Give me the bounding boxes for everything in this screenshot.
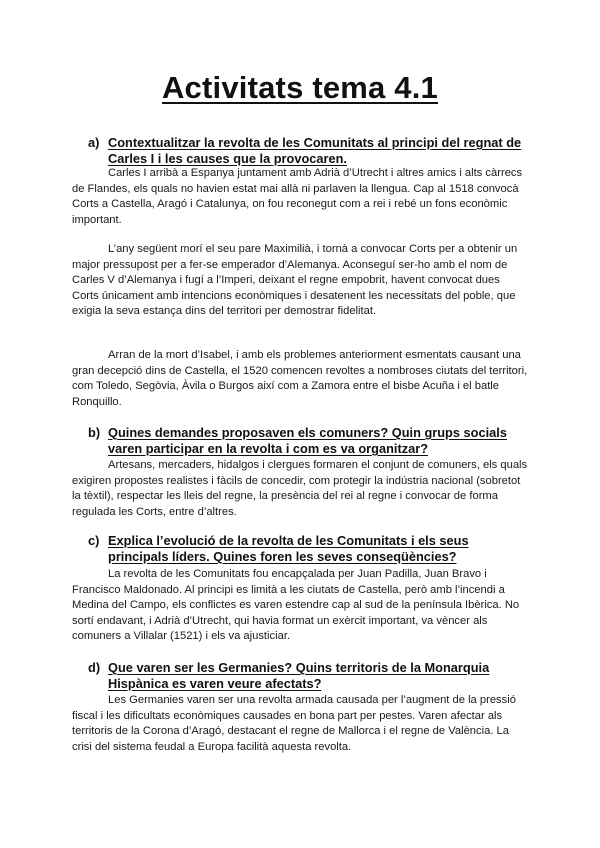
answer-a-paragraph-2-text: L’any següent morí el seu pare Maximilià, i tornà a convocar Corts per a obtenir un major pressupost per a fer-se emperador d’Alemanya. Aconseguí ser-ho amb el nom de Carles V d’Alemanya i fugí a l’Imperi, deixant el regne empobrit, havent convocat dues Corts únicament amb intencions econòmiques i desatenent les necessitats del poble, que exigia la seva estança dins del territori per demostrar fidelitat. [72,243,518,318]
question-a-letter: a) [88,135,100,150]
question-d-text: Que varen ser les Germanies? Quins territoris de la Monarquia Hispànica es varen veure afectats? [108,660,490,691]
answer-c-paragraph-1-text: La revolta de les Comunitats fou encapçalada per Juan Padilla, Juan Bravo i Francisco Maldonado. Al principi es limità a les ciutats de Castella, però amb l’incendi a Medina del Campo, els conflictes es varen estendre cap al sud de la península Ibèrica. No sortí endavant, i Adrià d’Utrecht, qui havia format un exèrcit important, va vèncer als comuners a Villalar (1521) i els va ajusticiar. [72,568,520,643]
question-c [88,533,528,565]
answer-a-paragraph-3 [72,348,528,410]
answer-d-paragraph-1 [72,693,528,755]
answer-a-paragraph-2 [72,242,528,320]
answer-a-paragraph-3-text: Arran de la mort d’Isabel, i amb els problemes anteriorment esmentats causant una gran decepció dins de Castella, el 1520 comencen revoltes a nombroses ciutats del territori, com Toledo, Segòvia, Àvila o Burgos així com a Zamora entre el bisbe Acuña i el batle Ronquillo. [72,349,528,408]
answer-c-paragraph-1 [72,567,528,645]
question-b-letter: b) [88,425,101,440]
question-d [88,660,528,692]
question-a [88,135,528,167]
answer-a-paragraph-1 [72,166,528,228]
page-title: Activitats tema 4.1 [161,70,439,105]
question-c-letter: c) [88,533,100,548]
question-b [88,425,528,457]
question-b-text: Quines demandes proposaven els comuners? Quin grups socials varen participar en la revolta i com es va organitzar? [108,425,507,456]
answer-b-paragraph-1 [72,458,528,520]
answer-d-paragraph-1-text: Les Germanies varen ser una revolta armada causada per l’augment de la pressió fiscal i les dificultats econòmiques causades en bona part per pestes. Varen afectar als territoris de la Corona d’Aragó, destacant el regne de Mallorca i el regne de València. La crisi del sistema feudal a Europa facilità aquesta revolta. [72,694,516,753]
question-a-text: Contextualitzar la revolta de les Comunitats al principi del regnat de Carles I i les causes que la provocaren. [108,135,522,166]
question-c-text: Explica l’evolució de la revolta de les Comunitats i els seus principals líders. Quines foren les seves conseqüències? [108,533,469,564]
question-d-letter: d) [88,660,101,675]
answer-a-paragraph-1-text: Carles I arribà a Espanya juntament amb Adrià d’Utrecht i altres amics i alts càrrecs de Flandes, els quals no havien estat mai allà ni parlaven la llengua. Cap al 1518 convocà Corts a Castella, Aragó i Catalunya, on fou reconegut com a rei i rebé un fons econòmic important. [72,167,523,226]
answer-b-paragraph-1-text: Artesans, mercaders, hidalgos i clergues formaren el conjunt de comuners, els quals exigiren propostes realistes i fàcils de concedir, com protegir la indústria nacional (sobretot la tèxtil), respectar les lleis del regne, la presència del rei al regne i convocar de forma regulada les Corts, entre d’altres. [72,459,528,518]
